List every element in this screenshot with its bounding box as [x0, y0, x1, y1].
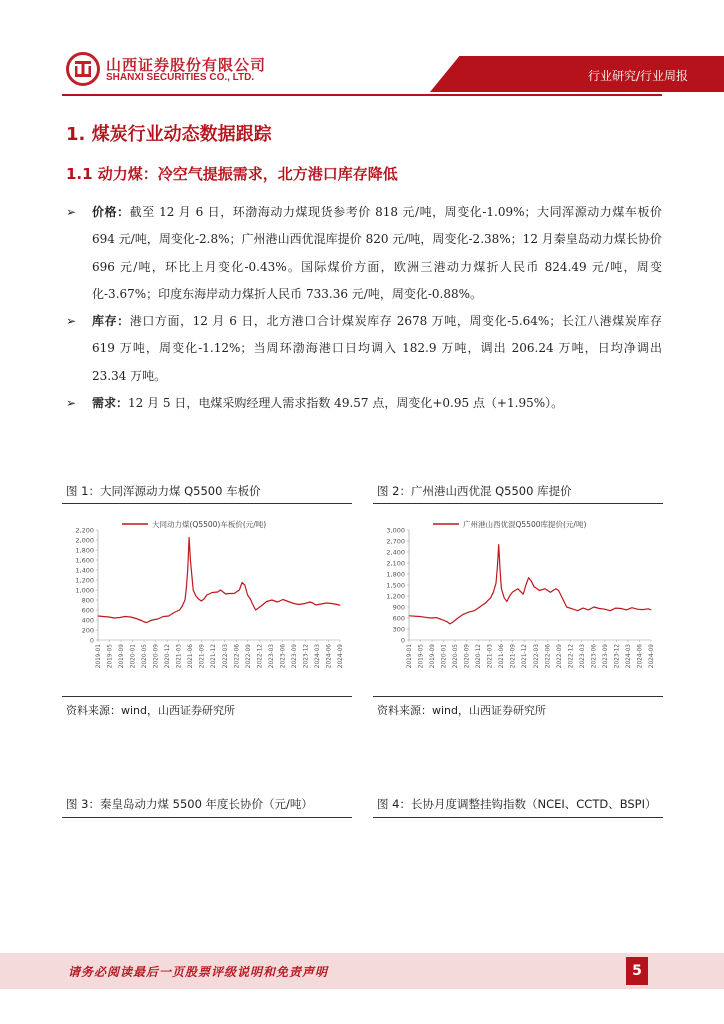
data-point: [534, 586, 535, 587]
y-tick-label: 900: [392, 603, 405, 612]
data-point: [277, 602, 278, 603]
data-point: [223, 592, 224, 593]
series-line: [98, 538, 340, 623]
data-point: [125, 616, 126, 617]
data-point: [253, 605, 254, 606]
data-point: [220, 590, 221, 591]
bullet-inventory: [66, 308, 662, 390]
chart-figure-1: [64, 512, 350, 692]
x-tick-label: 2020-01: [130, 644, 137, 669]
data-point: [204, 599, 205, 600]
data-point: [255, 610, 256, 611]
x-tick-label: 2021-09: [199, 644, 206, 669]
x-tick-label: 2021-09: [510, 644, 517, 669]
data-point: [409, 615, 410, 616]
x-tick-label: 2019-01: [407, 644, 413, 669]
data-point: [119, 617, 120, 618]
page-header: [0, 0, 724, 100]
data-point: [141, 620, 142, 621]
data-point: [201, 601, 202, 602]
data-point: [436, 617, 437, 618]
data-point: [212, 592, 213, 593]
y-tick-label: 2,100: [386, 559, 405, 568]
data-point: [321, 604, 322, 605]
data-point: [250, 599, 251, 600]
x-tick-label: 2021-03: [487, 644, 494, 669]
x-tick-label: 2019-05: [418, 644, 425, 669]
data-point: [479, 607, 480, 608]
x-tick-label: 2020-12: [476, 644, 483, 669]
data-point: [588, 610, 589, 611]
y-tick-label: 2,400: [386, 548, 405, 557]
data-point: [304, 603, 305, 604]
y-tick-label: 3,000: [386, 526, 405, 535]
data-point: [419, 616, 420, 617]
data-point: [310, 602, 311, 603]
data-point: [187, 570, 188, 571]
data-point: [493, 592, 494, 593]
data-point: [244, 585, 245, 586]
header-divider: [62, 94, 662, 96]
y-tick-label: 0: [400, 636, 405, 645]
company-name-cn: 山西证券股份有限公司: [106, 56, 267, 74]
data-point: [531, 581, 532, 582]
x-tick-label: 2022-12: [568, 644, 575, 669]
figure-1-top-rule: [62, 503, 352, 504]
data-point: [157, 619, 158, 620]
data-point: [217, 592, 218, 593]
data-point: [593, 607, 594, 608]
x-tick-label: 2022-12: [257, 644, 264, 669]
x-tick-label: 2024-03: [314, 644, 321, 669]
y-tick-label: 1,500: [386, 581, 405, 590]
data-point: [331, 603, 332, 604]
data-point: [512, 592, 513, 593]
bullet-demand: [66, 390, 662, 417]
x-tick-label: 2020-05: [142, 644, 149, 669]
x-tick-label: 2020-12: [165, 644, 172, 669]
data-point: [632, 607, 633, 608]
x-tick-label: 2021-12: [522, 644, 529, 669]
data-point: [108, 617, 109, 618]
data-point: [288, 601, 289, 602]
data-point: [299, 604, 300, 605]
x-tick-label: 2019-05: [107, 644, 114, 669]
data-point: [523, 594, 524, 595]
y-tick-label: 300: [392, 625, 405, 634]
data-point: [425, 617, 426, 618]
figure-2-top-rule: [373, 503, 663, 504]
data-point: [498, 544, 499, 545]
data-point: [293, 603, 294, 604]
data-point: [637, 609, 638, 610]
data-point: [496, 583, 497, 584]
x-tick-label: 2022-03: [533, 644, 540, 669]
section-subtitle: 1.1 动力煤：冷空气提振需求，北方港口库存降低: [66, 165, 398, 183]
company-logo-icon: [66, 52, 100, 86]
bullet-label: 价格：: [92, 205, 130, 219]
data-point: [526, 585, 527, 586]
figure-2-source: 资料来源：wind，山西证券研究所: [377, 704, 547, 717]
x-tick-label: 2021-03: [176, 644, 183, 669]
x-tick-label: 2020-09: [464, 644, 471, 669]
data-point: [326, 603, 327, 604]
data-point: [566, 607, 567, 608]
x-tick-label: 2019-01: [96, 644, 102, 669]
section-title: 1. 煤炭行业动态数据跟踪: [66, 124, 272, 145]
x-tick-label: 2023-03: [579, 644, 586, 669]
data-point: [583, 608, 584, 609]
y-tick-label: 600: [392, 614, 405, 623]
x-tick-label: 2024-06: [637, 644, 644, 669]
data-point: [228, 593, 229, 594]
data-point: [239, 590, 240, 591]
data-point: [558, 590, 559, 591]
data-point: [449, 623, 450, 624]
y-tick-label: 600: [81, 606, 94, 615]
x-tick-label: 2024-09: [338, 644, 344, 669]
chart-figure-2: [375, 512, 661, 692]
y-tick-label: 1,800: [75, 546, 94, 555]
data-point: [315, 605, 316, 606]
company-name-en: SHANXI SECURITIES CO., LTD.: [106, 72, 255, 83]
bullet-list: [66, 199, 662, 417]
figure-1-bottom-rule: [62, 696, 352, 697]
figure-4-top-rule: [373, 817, 663, 818]
data-point: [282, 599, 283, 600]
bullet-label: 需求：: [92, 396, 129, 411]
data-point: [174, 612, 175, 613]
x-tick-label: 2022-06: [545, 644, 552, 669]
data-point: [604, 609, 605, 610]
data-point: [234, 593, 235, 594]
data-point: [463, 614, 464, 615]
arrow-bullet-icon: ➢: [66, 205, 77, 219]
data-point: [561, 596, 562, 597]
data-point: [599, 608, 600, 609]
data-point: [468, 612, 469, 613]
y-tick-label: 1,200: [386, 592, 405, 601]
x-tick-label: 2024-09: [649, 644, 655, 669]
x-tick-label: 2019-09: [119, 644, 126, 669]
data-point: [149, 621, 150, 622]
data-point: [506, 601, 507, 602]
data-point: [500, 570, 501, 571]
x-tick-label: 2021-12: [211, 644, 218, 669]
data-point: [441, 619, 442, 620]
page-number: 5: [626, 957, 648, 985]
bullet-text: 港口方面，12 月 6 日，北方港口合计煤炭库存 2678 万吨，周变化-5.64%；长江八港煤炭库存 619 万吨，周变化-1.12%；当周环渤海港口日均调入 182.9 万吨，调出 206.24 万吨，日均净调出 23.34 万吨。: [92, 314, 662, 383]
series-line: [409, 545, 651, 624]
x-tick-label: 2022-03: [222, 644, 229, 669]
data-point: [182, 606, 183, 607]
x-tick-label: 2019-09: [430, 644, 437, 669]
report-type: 行业研究/行业周报: [587, 69, 688, 83]
figure-1-title: 图 1：大同浑源动力煤 Q5500 车板价: [66, 484, 261, 498]
data-point: [103, 616, 104, 617]
data-point: [340, 605, 341, 606]
y-tick-label: 1,600: [75, 556, 94, 565]
data-point: [504, 597, 505, 598]
data-point: [447, 621, 448, 622]
data-point: [621, 608, 622, 609]
x-tick-label: 2021-06: [188, 644, 195, 669]
figure-2-title: 图 2：广州港山西优混 Q5500 库提价: [377, 484, 572, 498]
x-tick-label: 2020-01: [441, 644, 448, 669]
data-point: [136, 618, 137, 619]
y-tick-label: 200: [81, 626, 94, 635]
x-tick-label: 2023-12: [303, 644, 310, 669]
x-tick-label: 2023-09: [291, 644, 298, 669]
x-tick-label: 2022-09: [245, 644, 252, 669]
bullet-price: [66, 199, 662, 308]
footer-disclaimer: 请务必阅读最后一页股票评级说明和免责声明: [68, 965, 329, 979]
data-point: [474, 610, 475, 611]
figure-2-bottom-rule: [373, 696, 663, 697]
arrow-bullet-icon: ➢: [66, 314, 77, 329]
data-point: [185, 600, 186, 601]
data-point: [168, 616, 169, 617]
data-point: [152, 620, 153, 621]
data-point: [517, 588, 518, 589]
data-point: [555, 588, 556, 589]
arrow-bullet-icon: ➢: [66, 396, 77, 411]
y-tick-label: 2,200: [75, 526, 94, 535]
x-tick-label: 2024-06: [326, 644, 333, 669]
data-point: [179, 610, 180, 611]
x-tick-label: 2022-09: [556, 644, 563, 669]
data-point: [626, 610, 627, 611]
data-point: [648, 608, 649, 609]
data-point: [458, 618, 459, 619]
figure-4-title: 图 4：长协月度调整挂钩指数（NCEI、CCTD、BSPI）: [377, 797, 657, 811]
x-tick-label: 2023-06: [280, 644, 287, 669]
data-point: [497, 566, 498, 567]
data-point: [163, 616, 164, 617]
data-point: [195, 596, 196, 597]
y-tick-label: 1,400: [75, 566, 94, 575]
figure-3-top-rule: [62, 817, 352, 818]
data-point: [414, 616, 415, 617]
bullet-text: 12 月 5 日，电煤采购经理人需求指数 49.57 点，周变化+0.95 点（+1.95%）。: [128, 396, 564, 411]
y-tick-label: 2,700: [386, 537, 405, 546]
data-point: [577, 610, 578, 611]
y-tick-label: 2,000: [75, 536, 94, 545]
bullet-label: 库存：: [92, 314, 130, 329]
legend-label: 大同动力煤(Q5500)车板价(元/吨): [152, 520, 267, 529]
figure-1-source: 资料来源：wind，山西证券研究所: [66, 704, 236, 717]
data-point: [651, 610, 652, 611]
data-point: [337, 604, 338, 605]
data-point: [528, 577, 529, 578]
data-point: [247, 595, 248, 596]
data-point: [206, 595, 207, 596]
data-point: [261, 606, 262, 607]
data-point: [144, 622, 145, 623]
data-point: [266, 601, 267, 602]
data-point: [501, 588, 502, 589]
x-tick-label: 2023-09: [602, 644, 609, 669]
x-tick-label: 2023-03: [268, 644, 275, 669]
data-point: [189, 537, 190, 538]
data-point: [545, 588, 546, 589]
data-point: [312, 603, 313, 604]
x-tick-label: 2020-05: [453, 644, 460, 669]
x-tick-label: 2023-12: [614, 644, 621, 669]
data-point: [490, 597, 491, 598]
x-tick-label: 2020-09: [153, 644, 160, 669]
y-tick-label: 1,800: [386, 570, 405, 579]
data-point: [610, 610, 611, 611]
y-tick-label: 400: [81, 616, 94, 625]
data-point: [430, 618, 431, 619]
data-point: [225, 594, 226, 595]
data-point: [190, 560, 191, 561]
y-tick-label: 1,000: [75, 586, 94, 595]
data-point: [198, 599, 199, 600]
y-tick-label: 1,200: [75, 576, 94, 585]
data-point: [272, 600, 273, 601]
y-tick-label: 800: [81, 596, 94, 605]
data-point: [147, 622, 148, 623]
data-point: [193, 590, 194, 591]
data-point: [572, 608, 573, 609]
data-point: [550, 592, 551, 593]
y-tick-label: 0: [89, 636, 94, 645]
data-point: [242, 582, 243, 583]
data-point: [452, 622, 453, 623]
data-point: [485, 603, 486, 604]
data-point: [130, 617, 131, 618]
data-point: [98, 616, 99, 617]
data-point: [564, 601, 565, 602]
x-tick-label: 2021-06: [499, 644, 506, 669]
data-point: [186, 587, 187, 588]
data-point: [114, 618, 115, 619]
data-point: [509, 596, 510, 597]
figure-3-title: 图 3：秦皇岛动力煤 5500 年度长协价（元/吨）: [66, 797, 313, 811]
legend-label: 广州港山西优混Q5500库提价(元/吨): [463, 520, 587, 529]
x-tick-label: 2024-03: [625, 644, 632, 669]
data-point: [615, 608, 616, 609]
data-point: [642, 609, 643, 610]
data-point: [539, 590, 540, 591]
x-tick-label: 2022-06: [234, 644, 241, 669]
x-tick-label: 2023-06: [591, 644, 598, 669]
bullet-text: 截至 12 月 6 日，环渤海动力煤现货参考价 818 元/吨，周变化-1.09%；大同浑源动力煤车板价 694 元/吨，周变化-2.8%；广州港山西优混库提价 820 元/吨，周变化-2.38%；12 月秦皇岛动力煤长协价 696 元/吨，环比上月变化-0.43%。国际煤价方面，欧洲三港动力煤折人民币 824.49 元/吨，周变化-3.67%；印度东海岸动力煤折人民币 733.36 元/吨，周变化-0.88%。: [92, 205, 662, 301]
